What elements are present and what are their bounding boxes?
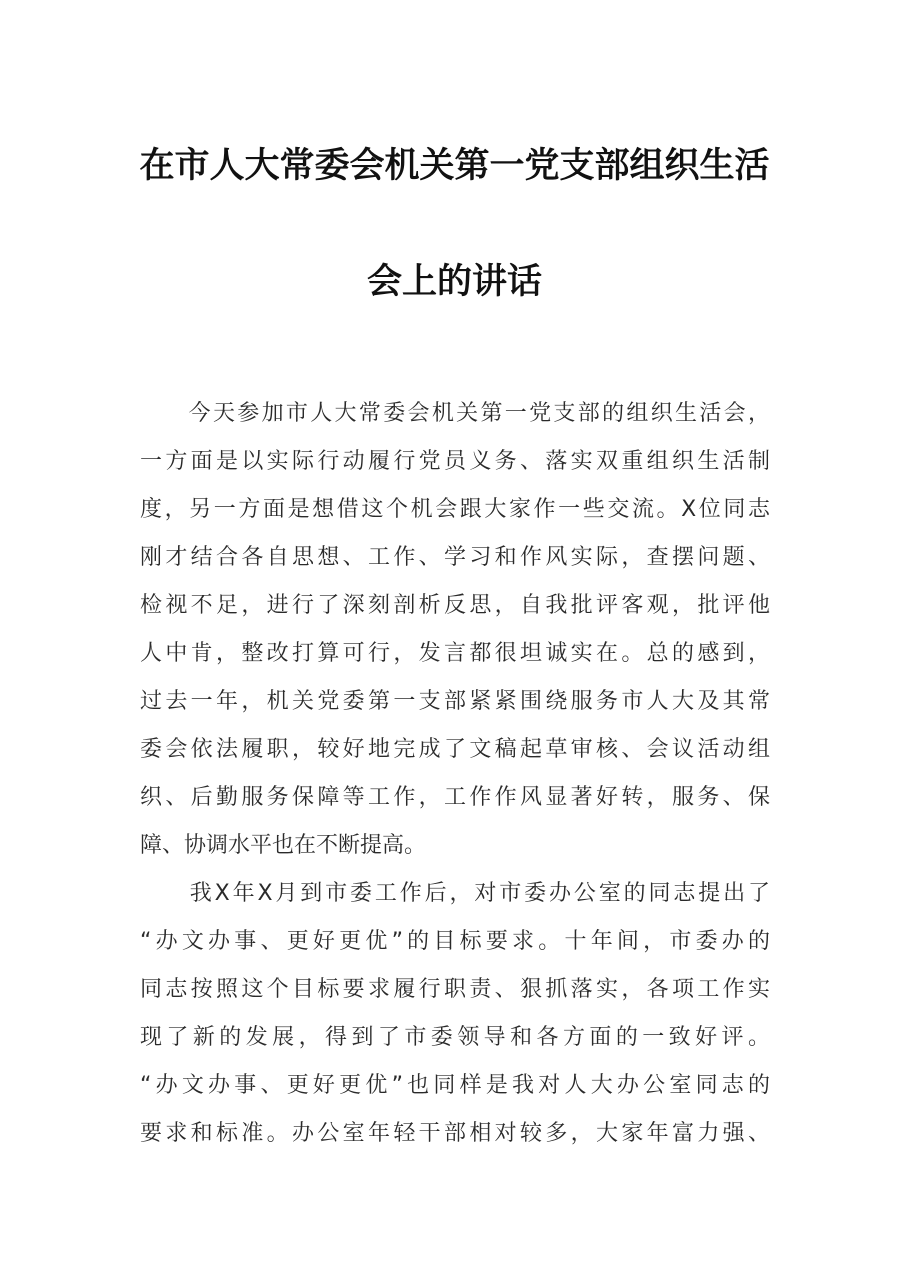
paragraph-line: 今天参加市人大常委会机关第一党支部的组织生活会， (140, 401, 770, 426)
paragraph-line: 织、后勤服务保障等工作，工作作风显著好转，服务、保 (140, 785, 770, 810)
document-title-line-2: 会上的讲话 (366, 261, 542, 302)
paragraph-line: “办文办事、更好更优”也同样是我对人大办公室同志的 (140, 1073, 770, 1098)
paragraph-line: 要求和标准。办公室年轻干部相对较多，大家年富力强、 (140, 1121, 770, 1146)
paragraph-line: “办文办事、更好更优”的目标要求。十年间，市委办的 (140, 929, 770, 954)
paragraph-1 (140, 390, 770, 870)
document-body (140, 390, 770, 1158)
paragraph-line: 现了新的发展，得到了市委领导和各方面的一致好评。 (140, 1025, 770, 1050)
paragraph-line: 检视不足，进行了深刻剖析反思，自我批评客观，批评他 (140, 593, 770, 618)
paragraph-line: 一方面是以实际行动履行党员义务、落实双重组织生活制 (140, 449, 770, 474)
paragraph-line: 过去一年，机关党委第一支部紧紧围绕服务市人大及其常 (140, 689, 770, 714)
paragraph-line: 度，另一方面是想借这个机会跟大家作一些交流。X位同志 (140, 497, 770, 522)
paragraph-line: 人中肯，整改打算可行，发言都很坦诚实在。总的感到， (140, 641, 770, 666)
paragraph-2 (140, 870, 770, 1158)
paragraph-line: 委会依法履职，较好地完成了文稿起草审核、会议活动组 (140, 737, 770, 762)
paragraph-line: 我X年X月到市委工作后，对市委办公室的同志提出了 (140, 881, 770, 906)
paragraph-line: 障、协调水平也在不断提高。 (140, 833, 427, 858)
paragraph-line: 刚才结合各自思想、工作、学习和作风实际，查摆问题、 (140, 545, 770, 570)
document-title-line-1: 在市人大常委会机关第一党支部组织生活 (139, 145, 770, 186)
paragraph-line: 同志按照这个目标要求履行职责、狠抓落实，各项工作实 (140, 977, 770, 1002)
